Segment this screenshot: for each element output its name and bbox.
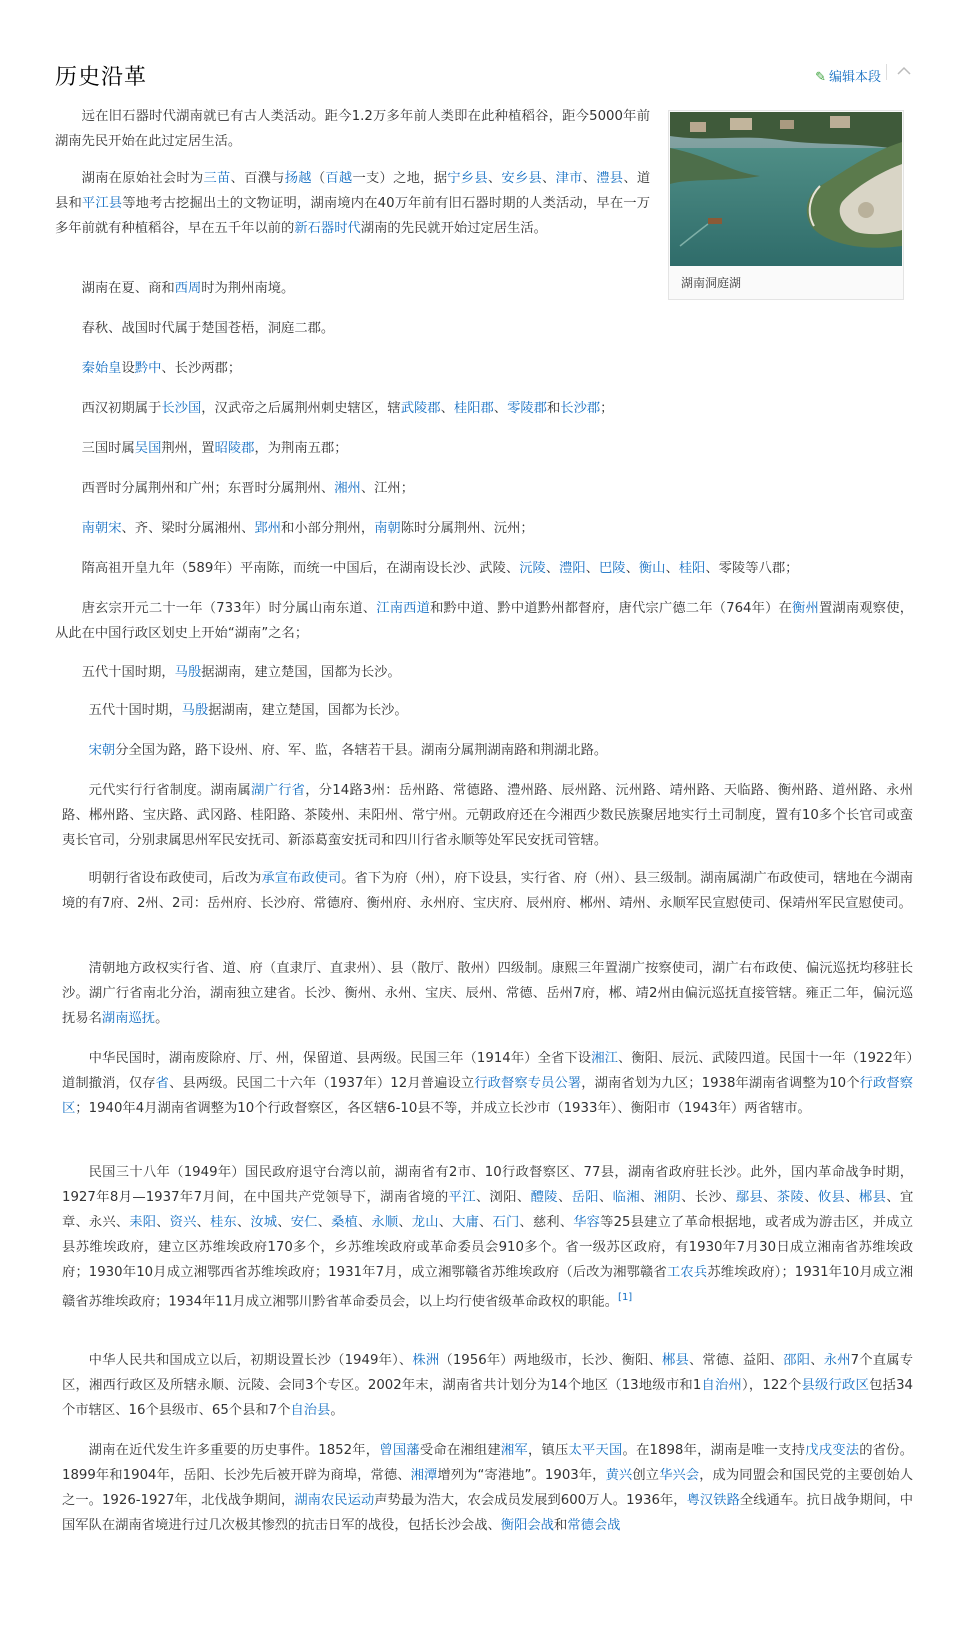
inline-link[interactable]: 巴陵	[598, 561, 626, 576]
paragraph	[62, 738, 913, 763]
paragraph	[55, 596, 913, 646]
paragraph	[62, 1046, 913, 1121]
inline-link[interactable]: 湖南巡抚	[101, 1011, 156, 1026]
inline-link[interactable]: 大庸	[452, 1215, 480, 1230]
inline-link[interactable]: 汝城	[250, 1215, 278, 1230]
paragraph	[55, 396, 895, 421]
inline-link[interactable]: 永顺	[371, 1215, 399, 1230]
text-run: 、	[804, 1190, 818, 1205]
text-run: 、	[582, 171, 597, 186]
dongting-lake-photo[interactable]	[670, 112, 902, 266]
inline-link[interactable]: 西周	[174, 281, 202, 296]
paragraph	[62, 698, 913, 723]
text-run: ；	[600, 401, 614, 416]
text-run: 、江州；	[360, 481, 415, 496]
paragraph	[62, 1160, 913, 1314]
inline-link[interactable]: 南朝	[374, 521, 401, 536]
inline-link[interactable]: 太平天国	[568, 1443, 623, 1458]
text-run: ，分14路3州：岳州路、常德路、澧州路、辰州路、沅州路、靖州路、天临路、衡州路、道州路、永州路、郴州路、宝庆路、武冈路、桂阳路、茶陵州、耒阳州、常宁州。元朝政府还在今湘西少数民族聚居地实行土司制度，置有10多个长官司或蛮夷长官司，分别隶属思州军民安抚司、新添葛蛮安抚司和四川行省永顺等处军民安抚司管辖。	[62, 783, 913, 848]
inline-link[interactable]: 临湘	[612, 1190, 641, 1205]
inline-link[interactable]: 自治州	[701, 1378, 743, 1393]
section-header	[55, 60, 915, 96]
inline-link[interactable]: 常德会战	[567, 1518, 621, 1533]
inline-link[interactable]: 黄兴	[605, 1468, 633, 1483]
text-run: 7个直属专区，湘西行政区及所辖永顺、沅陵、会同3个专区。2002年末，湖南省共计划分为14个地区（13地级市和1	[62, 1353, 914, 1393]
text-run: 据湖南，建立楚国，国都为长沙。	[201, 665, 401, 680]
text-run: 一支）之地，据	[352, 171, 448, 186]
text-run: 、	[479, 1215, 493, 1230]
paragraph	[62, 1438, 913, 1538]
text-run: 、	[545, 561, 560, 576]
text-run: 设	[121, 361, 135, 376]
paragraph	[55, 316, 650, 341]
text-run: 、	[625, 561, 639, 576]
text-run: 、	[357, 1215, 372, 1230]
text-run: 五代十国时期，	[81, 665, 175, 680]
text-run: 、	[557, 1190, 572, 1205]
text-run: 、浏阳、	[475, 1190, 531, 1205]
text-run: 、长沙两郡；	[161, 361, 242, 376]
text-run: 、零陵等八郡；	[705, 561, 799, 576]
text-run: 、	[665, 561, 679, 576]
text-run: 声势最为浩大，农会成员发展到600万人。1936年，	[374, 1493, 687, 1508]
text-run: 、	[542, 171, 556, 186]
inline-link[interactable]: 龙山	[411, 1215, 439, 1230]
text-run: ；1940年4月湖南省调整为10个行政督察区，各区辖6-10县不等，并成立长沙市（1933年）、衡阳市（1943年）两省辖市。	[75, 1101, 811, 1116]
inline-link[interactable]: 桂东	[209, 1215, 237, 1230]
inline-link[interactable]: 昭陵郡	[214, 441, 255, 456]
text-run: ，湖南省划为九区；1938年湖南省调整为10个	[581, 1076, 860, 1091]
inline-link[interactable]: 沅陵	[519, 561, 546, 576]
inline-link[interactable]: 平江	[448, 1190, 476, 1205]
paragraph	[62, 778, 913, 853]
paragraph	[55, 476, 895, 501]
text-run: 和小部分荆州，	[281, 521, 375, 536]
inline-link[interactable]: 湘阴	[653, 1190, 682, 1205]
section-title: 历史沿革	[55, 65, 148, 90]
inline-link[interactable]: 衡州	[792, 601, 819, 616]
inline-link[interactable]: 桂阳郡	[453, 401, 494, 416]
text-run: 、	[810, 1353, 824, 1368]
paragraph	[55, 356, 650, 381]
paragraph	[62, 1348, 913, 1423]
inline-link[interactable]: 零陵郡	[507, 401, 547, 416]
text-run: ，汉武帝之后属荆州刺史辖区，辖	[201, 401, 401, 416]
text-run: ，镇压	[527, 1443, 569, 1458]
paragraph	[55, 660, 913, 685]
inline-link[interactable]: 马殷	[174, 665, 202, 680]
inline-link[interactable]: 宋	[108, 521, 122, 536]
text-run: 远在旧石器时代湖南就已有古人类活动。距今1.2万多年前人类即在此种植稻谷，距今5000年前湖南先民开始在此过定居生活。	[55, 109, 650, 149]
text-run: 和黔中道、黔中道黔州都督府，唐代宗广德二年（764年）在	[430, 601, 793, 616]
text-run: 、	[493, 401, 508, 416]
paragraph	[55, 276, 650, 301]
inline-link[interactable]: 醴陵	[530, 1190, 558, 1205]
text-run: 中华人民共和国成立以后，初期设置长沙（1949年）、	[88, 1353, 413, 1368]
text-run: 、	[598, 1190, 613, 1205]
inline-link[interactable]: 鄢县	[735, 1190, 764, 1205]
reference-link[interactable]: [1]	[618, 1292, 633, 1303]
paragraph	[55, 436, 895, 461]
text-run: 唐玄宗开元二十一年（733年）时分属山南东道、	[81, 601, 377, 616]
text-run: 受命在湘组建	[419, 1443, 501, 1458]
text-run: 、	[640, 1190, 654, 1205]
inline-link[interactable]: 黔中	[134, 361, 162, 376]
text-run: 湖南在夏、商和	[81, 281, 175, 296]
text-run: 中华民国时，湖南废除府、厅、州，保留道、县两级。民国三年（1914年）全省下设	[88, 1051, 592, 1066]
inline-link[interactable]: 湘江	[591, 1051, 618, 1066]
text-run: 时为荆州南境。	[201, 281, 295, 296]
text-run: 、宜章、永兴、	[62, 1190, 914, 1230]
text-run: 、常德、益阳、	[688, 1353, 784, 1368]
inline-link[interactable]: 长沙国	[161, 401, 202, 416]
text-run: 。省下为府（州），府下设县，实行省、府（州）、县三级制。湖南属湖广布政使司，辖地在今湖南境的有7府、2州、2司：岳州府、长沙府、常德府、衡州府、永州府、宝庆府、辰州府、郴州、靖州、永顺军民宣慰使司、保靖州军民宣慰使司。	[62, 871, 913, 911]
inline-link[interactable]: 郢州	[254, 521, 282, 536]
text-run: 包括34个市辖区、16个县级市、65个县和7个	[62, 1378, 913, 1418]
text-run: 、齐、梁时分属湘州、	[121, 521, 255, 536]
collapse-chevron-icon[interactable]	[893, 60, 915, 82]
text-run: 全线通车。抗日战争期间，中国军队在湖南省境进行过几次极其惨烈的抗击日军的战役，包括长沙会战、	[62, 1493, 914, 1533]
text-run: 分全国为路，路下设州、府、军、监，各辖若干县。湖南分属荆湖南路和荆湖北路。	[115, 743, 608, 758]
inline-link[interactable]: 自治县	[290, 1403, 331, 1418]
text-run: 春秋、战国时代属于楚国苍梧，洞庭二郡。	[81, 321, 335, 336]
inline-link[interactable]: 耒阳	[129, 1215, 157, 1230]
text-run: 据湖南，建立楚国，国都为长沙。	[208, 703, 408, 718]
inline-link[interactable]: 攸县	[817, 1190, 846, 1205]
text-run: 置湖南观察使，从此在中国行政区划史上开始“湖南”之名；	[55, 601, 914, 641]
inline-link[interactable]: 三苗	[203, 171, 231, 186]
text-run: （	[311, 171, 326, 186]
text-run: 和	[553, 1518, 568, 1533]
inline-link[interactable]: 资兴	[169, 1215, 197, 1230]
inline-link[interactable]: 武陵郡	[400, 401, 441, 416]
inline-link[interactable]: 湘军	[500, 1443, 528, 1458]
text-run: 、	[487, 171, 502, 186]
text-run: ，为荆南五郡；	[254, 441, 348, 456]
inline-link[interactable]: 扬越	[284, 171, 312, 186]
text-run: （1956年）两地级市，长沙、衡阳、	[439, 1353, 662, 1368]
inline-link[interactable]: 湘潭	[410, 1468, 438, 1483]
inline-link[interactable]: 百越	[325, 171, 353, 186]
text-run: ，成为同盟会和国民党的主要创始人之一。1926-1927年，北伐战争期间，	[62, 1468, 914, 1508]
text-run: 增列为“寄港地”。1903年，	[437, 1468, 606, 1483]
text-run: 陈时分属荆州、沅州；	[400, 521, 534, 536]
inline-link[interactable]: 石门	[492, 1215, 520, 1230]
text-run: 、衡阳、辰沅、武陵四道。民国十一年（1922年）道制撤消，仅存	[62, 1051, 913, 1091]
text-run: 湖南的先民就开始过定居生活。	[360, 221, 547, 236]
text-run: 、县两级。民国二十六年（1937年）12月普遍设立	[169, 1076, 475, 1091]
text-run: 、	[317, 1215, 332, 1230]
inline-link[interactable]: 澧县	[596, 171, 624, 186]
inline-link[interactable]: 安仁	[290, 1215, 318, 1230]
text-run: 的省份。1899年和1904年，岳阳、长沙先后被开辟为商埠，常德、	[62, 1443, 914, 1483]
inline-link[interactable]: 县级行政区	[801, 1378, 870, 1393]
text-run: 、百濮与	[230, 171, 285, 186]
text-run: 民国三十八年（1949年）国民政府退守台湾以前，湖南省有2市、10行政督察区、77县，湖南省政府驻长沙。此外，国内革命战争时期，1927年8月—1937年7月间，在中国共产党领导下，湖南省境的	[62, 1165, 913, 1205]
text-run: 和	[546, 401, 561, 416]
inline-link[interactable]: 承宣布政使司	[261, 871, 342, 886]
edit-section-button[interactable]	[815, 66, 881, 85]
inline-link[interactable]: 衡阳会战	[500, 1518, 554, 1533]
text-run: 西汉初期属于	[81, 401, 162, 416]
paragraph	[55, 556, 895, 581]
inline-link[interactable]: 秦始皇	[81, 361, 122, 376]
inline-link[interactable]: 粤汉铁路	[686, 1493, 740, 1508]
inline-link[interactable]: 南朝	[81, 521, 109, 536]
figure-caption: 湖南洞庭湖	[681, 276, 742, 290]
inline-link[interactable]: 华兴会	[659, 1468, 700, 1483]
text-run: 。在1898年，湖南是唯一支持	[622, 1443, 806, 1458]
inline-link[interactable]: 安乡县	[501, 171, 543, 186]
text-run: 五代十国时期，	[88, 703, 182, 718]
text-run: 湖南在原始社会时为	[81, 171, 204, 186]
text-run: 等25县建立了革命根据地，或者成为游击区，并成立县苏维埃政府，建立区苏维埃政府170多个，乡苏维埃政府或革命委员会910多个。省一级苏区政府，有1930年7月30日成立湘南省苏维埃政府；1930年10月成立湘鄂西省苏维埃政府；1931年7月，成立湘鄂赣省苏维埃政府（后改为湘鄂赣省	[62, 1215, 914, 1280]
text-run: 、	[156, 1215, 170, 1230]
inline-link[interactable]: 吴国	[134, 441, 162, 456]
text-run: 、	[398, 1215, 412, 1230]
text-run: 、慈利、	[519, 1215, 574, 1230]
paragraph	[62, 956, 913, 1031]
text-run: 、	[440, 401, 454, 416]
inline-link[interactable]: 郴县	[662, 1353, 689, 1368]
text-run: 、	[845, 1190, 859, 1205]
inline-link[interactable]: 桑植	[331, 1215, 358, 1230]
inline-link[interactable]: 长沙郡	[560, 401, 601, 416]
text-run: 三国时属	[81, 441, 135, 456]
text-run: 苏维埃政府）；1931年10月成立湘赣省苏维埃政府；1934年11月成立湘鄂川黔省革命委员会，以上均行使省级革命政权的职能。	[62, 1265, 913, 1310]
text-run: ），122个	[742, 1378, 802, 1393]
inline-link[interactable]: 行政督察专员公署	[474, 1076, 582, 1091]
text-run: 明朝行省设布政使司，后改为	[88, 871, 262, 886]
text-run: 荆州，置	[161, 441, 215, 456]
inline-link[interactable]: 新石器时代	[294, 221, 361, 236]
inline-link[interactable]: 湖南农民运动	[294, 1493, 375, 1508]
inline-link[interactable]: 郴县	[858, 1190, 887, 1205]
pencil-icon: ✎	[815, 70, 826, 85]
inline-link[interactable]: 岳阳	[571, 1190, 599, 1205]
inline-link[interactable]: 永州	[823, 1353, 851, 1368]
inline-link[interactable]: 省	[155, 1076, 170, 1091]
text-run: 、长沙、	[681, 1190, 736, 1205]
text-run: 、	[585, 561, 599, 576]
inline-link[interactable]: 马殷	[181, 703, 209, 718]
inline-link[interactable]: 戊戌变法	[805, 1443, 860, 1458]
text-run: 、	[236, 1215, 251, 1230]
inline-link[interactable]: 衡山	[638, 561, 666, 576]
text-run: 、道县和	[55, 171, 651, 211]
inline-link[interactable]: 华容	[573, 1215, 601, 1230]
inline-link[interactable]: 宋朝	[88, 743, 116, 758]
lake-figure[interactable]	[668, 110, 904, 300]
inline-link[interactable]: 湖广行省	[251, 783, 306, 798]
text-run: 、	[438, 1215, 453, 1230]
text-run: 、	[763, 1190, 777, 1205]
text-run: 、	[277, 1215, 291, 1230]
text-run: 元代实行行省制度。湖南属	[88, 783, 252, 798]
text-run: 湖南在近代发生许多重要的历史事件。1852年，	[88, 1443, 380, 1458]
text-run: 。	[330, 1403, 344, 1418]
text-run: 、	[196, 1215, 210, 1230]
edit-section-label: 编辑本段	[828, 70, 881, 85]
text-run: 西晋时分属荆州和广州；东晋时分属荆州、	[81, 481, 335, 496]
text-run: 创立	[632, 1468, 660, 1483]
inline-link[interactable]: 宁乡县	[447, 171, 488, 186]
inline-link[interactable]: 澧阳	[559, 561, 586, 576]
inline-link[interactable]: 曾国藩	[379, 1443, 420, 1458]
inline-link[interactable]: 津市	[555, 171, 583, 186]
inline-link[interactable]: 桂阳	[678, 561, 706, 576]
paragraph	[55, 104, 650, 154]
inline-link[interactable]: 平江县	[81, 196, 123, 211]
inline-link[interactable]: 茶陵	[776, 1190, 805, 1205]
text-run: 隋高祖开皇九年（589年）平南陈，而统一中国后，在湖南设长沙、武陵、	[81, 561, 520, 576]
inline-link[interactable]: 行政督察区	[62, 1076, 914, 1116]
header-divider	[886, 64, 887, 80]
text-run: 清朝地方政权实行省、道、府（直隶厅、直隶州）、县（散厅、散州）四级制。康熙三年置湖广按察使司，湖广右布政使、偏沅巡抚均移驻长沙。湖广行省南北分治，湖南独立建省。长沙、衡州、永州、宝庆、辰州、常德、岳州7府，郴、靖2州由偏沅巡抚直接管辖。雍正二年，偏沅巡抚易名	[62, 961, 913, 1026]
text-run: 等地考古挖掘出土的文物证明，湖南境内在40万年前有旧石器时期的人类活动，早在一万多年前就有种植稻谷，早在五千年以前的	[55, 196, 651, 236]
inline-link[interactable]: 株洲	[412, 1353, 440, 1368]
inline-link[interactable]: 工农兵	[666, 1265, 708, 1280]
paragraph	[55, 516, 895, 541]
text-run: 。	[155, 1011, 169, 1026]
paragraph	[62, 866, 913, 916]
inline-link[interactable]: 邵阳	[783, 1353, 811, 1368]
paragraph	[55, 166, 650, 241]
inline-link[interactable]: 江南西道	[376, 601, 431, 616]
inline-link[interactable]: 湘州	[334, 481, 361, 496]
